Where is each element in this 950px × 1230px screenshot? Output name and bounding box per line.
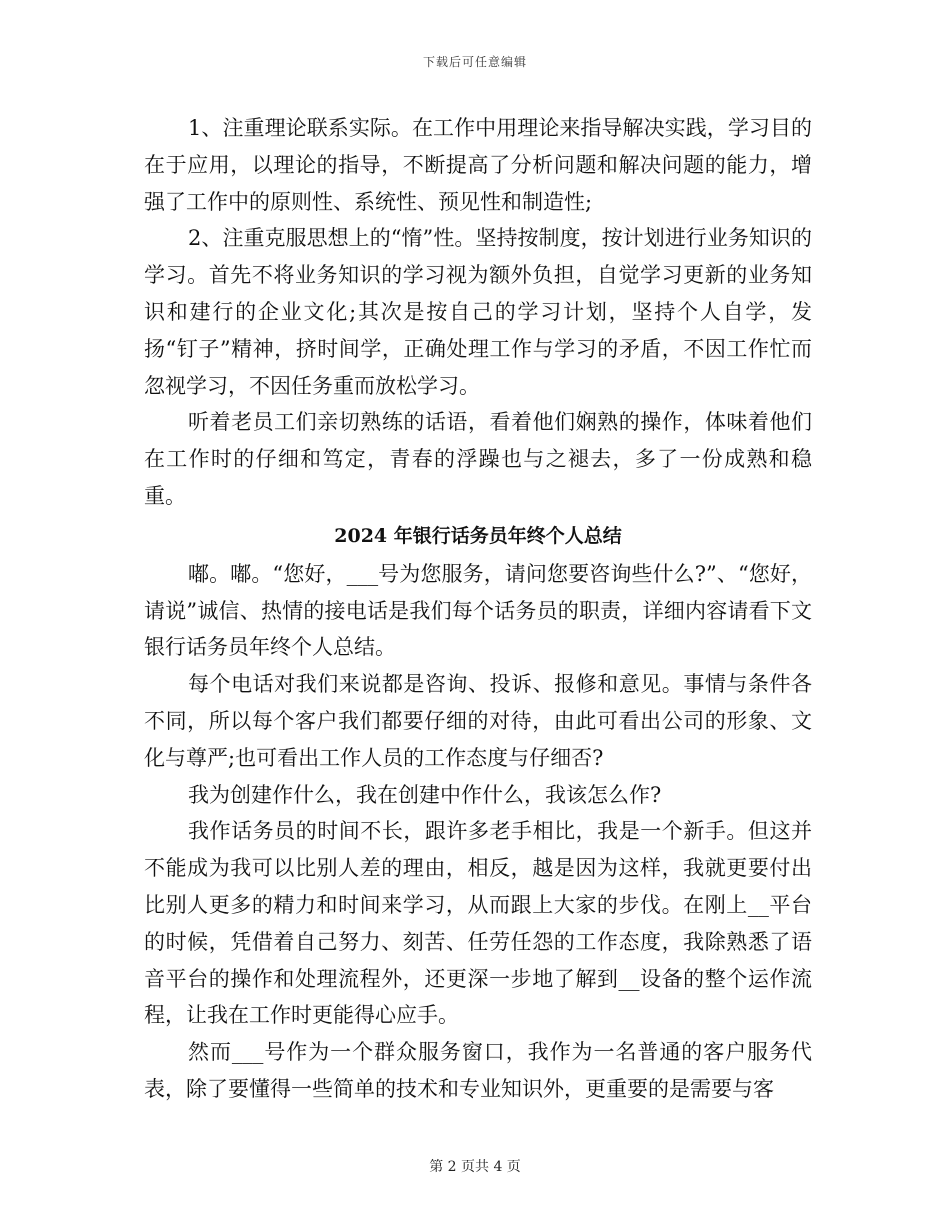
paragraph: 嘟。嘟。“您好，___号为您服务，请问您要咨询些什么?”、“您好，请说”诚信、热情的接电话是我们每个话务员的职责，详细内容请看下文银行话务员年终个人总结。 [144, 561, 812, 660]
paragraph: 每个电话对我们来说都是咨询、投诉、报修和意见。事情与条件各不同，所以每个客户我们都要仔细的对待，由此可看出公司的形象、文化与尊严;也可看出工作人员的工作态度与仔细否? [144, 672, 812, 770]
section-title: 2024 年银行话务员年终个人总结 [334, 524, 622, 547]
paragraph: 听着老员工们亲切熟练的话语，看着他们娴熟的操作，体味着他们在工作时的仔细和笃定，青春的浮躁也与之褪去，多了一份成熟和稳重。 [144, 410, 812, 508]
paragraph: 我作话务员的时间不长，跟许多老手相比，我是一个新手。但这并不能成为我可以比别人差的理由，相反，越是因为这样，我就更要付出比别人更多的精力和时间来学习，从而跟上大家的步伐。在刚上__平台的时候，凭借着自己努力、刻苦、任劳任怨的工作态度，我除熟悉了语音平台的操作和处理流程外，还更深一步地了解到__设备的整个运作流程，让我在工作时更能得心应手。 [144, 819, 812, 1028]
page-header: 下载后可任意编辑 [422, 55, 527, 69]
paragraph: 1、注重理论联系实际。在工作中用理论来指导解决实践，学习目的在于应用，以理论的指导，不断提高了分析问题和解决问题的能力，增强了工作中的原则性、系统性、预见性和制造性; [144, 116, 812, 214]
paragraph: 我为创建作什么，我在创建中作什么，我该怎么作? [188, 782, 662, 807]
document-body [144, 110, 812, 1108]
paragraph: 然而___号作为一个群众服务窗口，我作为一名普通的客户服务代表，除了要懂得一些简单的技术和专业知识外，更重要的是需要与客 [144, 1040, 812, 1101]
paragraph: 2、注重克服思想上的“惰”性。坚持按制度，按计划进行业务知识的学习。首先不将业务知识的学习视为额外负担，自觉学习更新的业务知识和建行的企业文化;其次是按自己的学习计划，坚持个人自学，发扬“钉子”精神，挤时间学，正确处理工作与学习的矛盾，不因工作忙而忽视学习，不因任务重而放松学习。 [144, 226, 812, 398]
page-footer: 第 2 页共 4 页 [429, 1159, 521, 1175]
